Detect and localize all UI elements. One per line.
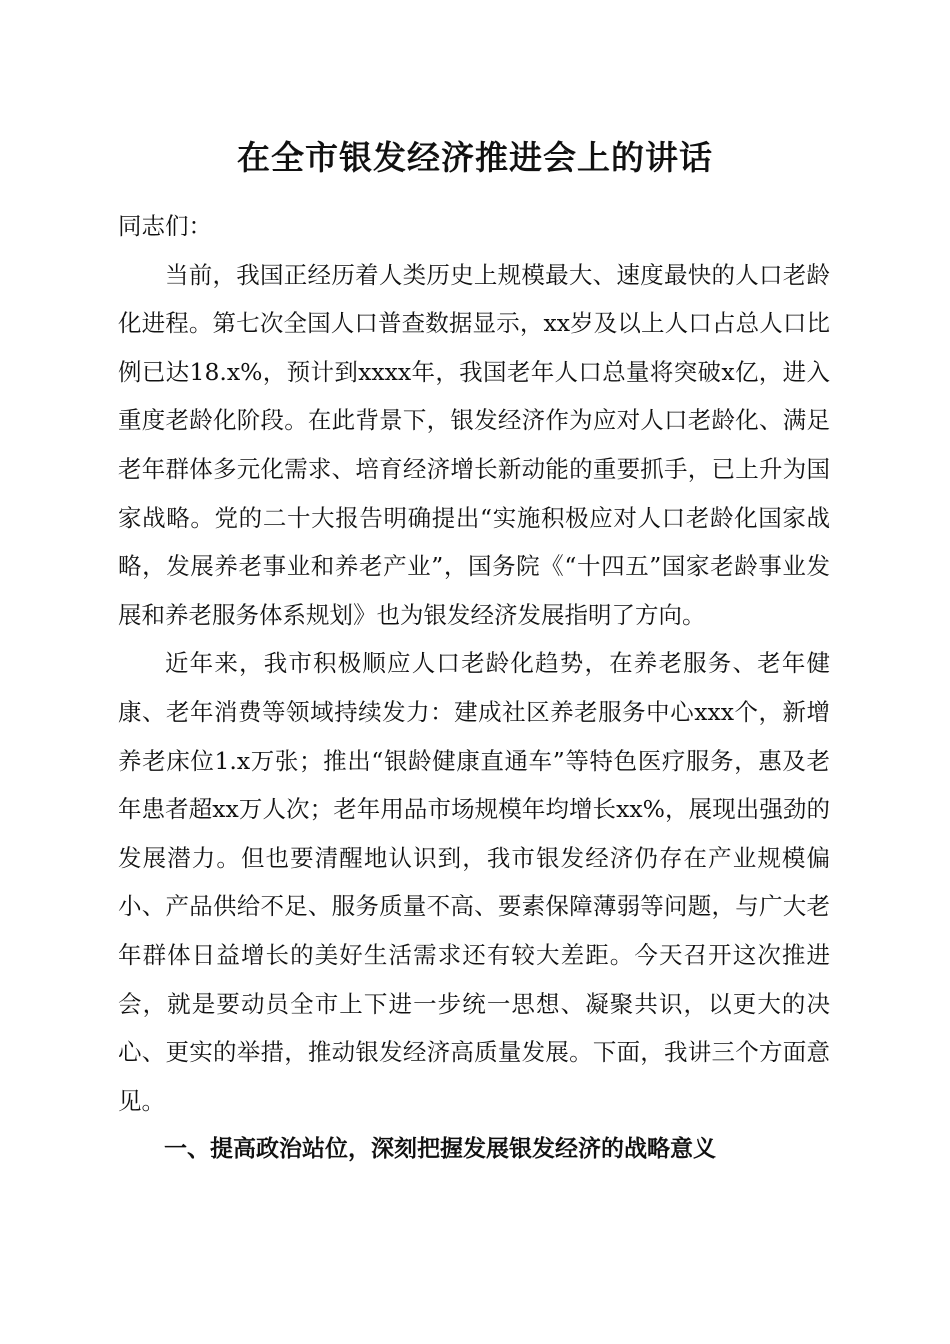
paragraph-recent-progress: 近年来，我市积极顺应人口老龄化趋势，在养老服务、老年健康、老年消费等领域持续发力：建成社区养老服务中心xxx个，新增养老床位1.x万张；推出“银龄健康直通车”等特色医疗服务，惠及老年患者超xx万人次；老年用品市场规模年均增长xx%，展现出强劲的发展潜力。但也要清醒地认识到，我市银发经济仍存在产业规模偏小、产品供给不足、服务质量不高、要素保障薄弱等问题，与广大老年群体日益增长的美好生活需求还有较大差距。今天召开这次推进会，就是要动员全市上下进一步统一思想、凝聚共识，以更大的决心、更实的举措，推动银发经济高质量发展。下面，我讲三个方面意见。 xyxy=(118,649,830,1115)
section-heading-one: 一、提高政治站位，深刻把握发展银发经济的战略意义 xyxy=(164,1136,716,1163)
salutation: 同志们： xyxy=(118,212,212,240)
paragraph-intro: 当前，我国正经历着人类历史上规模最大、速度最快的人口老龄化进程。第七次全国人口普查数据显示，xx岁及以上人口占总人口比例已达18.x%，预计到xxxx年，我国老年人口总量将突破x亿，进入重度老龄化阶段。在此背景下，银发经济作为应对人口老龄化、满足老年群体多元化需求、培育经济增长新动能的重要抓手，已上升为国家战略。党的二十大报告明确提出“实施积极应对人口老龄化国家战略，发展养老事业和养老产业”，国务院《“十四五”国家老龄事业发展和养老服务体系规划》也为银发经济发展指明了方向。 xyxy=(118,260,830,629)
document-title: 在全市银发经济推进会上的讲话 xyxy=(237,138,713,177)
document-body xyxy=(118,202,830,1174)
